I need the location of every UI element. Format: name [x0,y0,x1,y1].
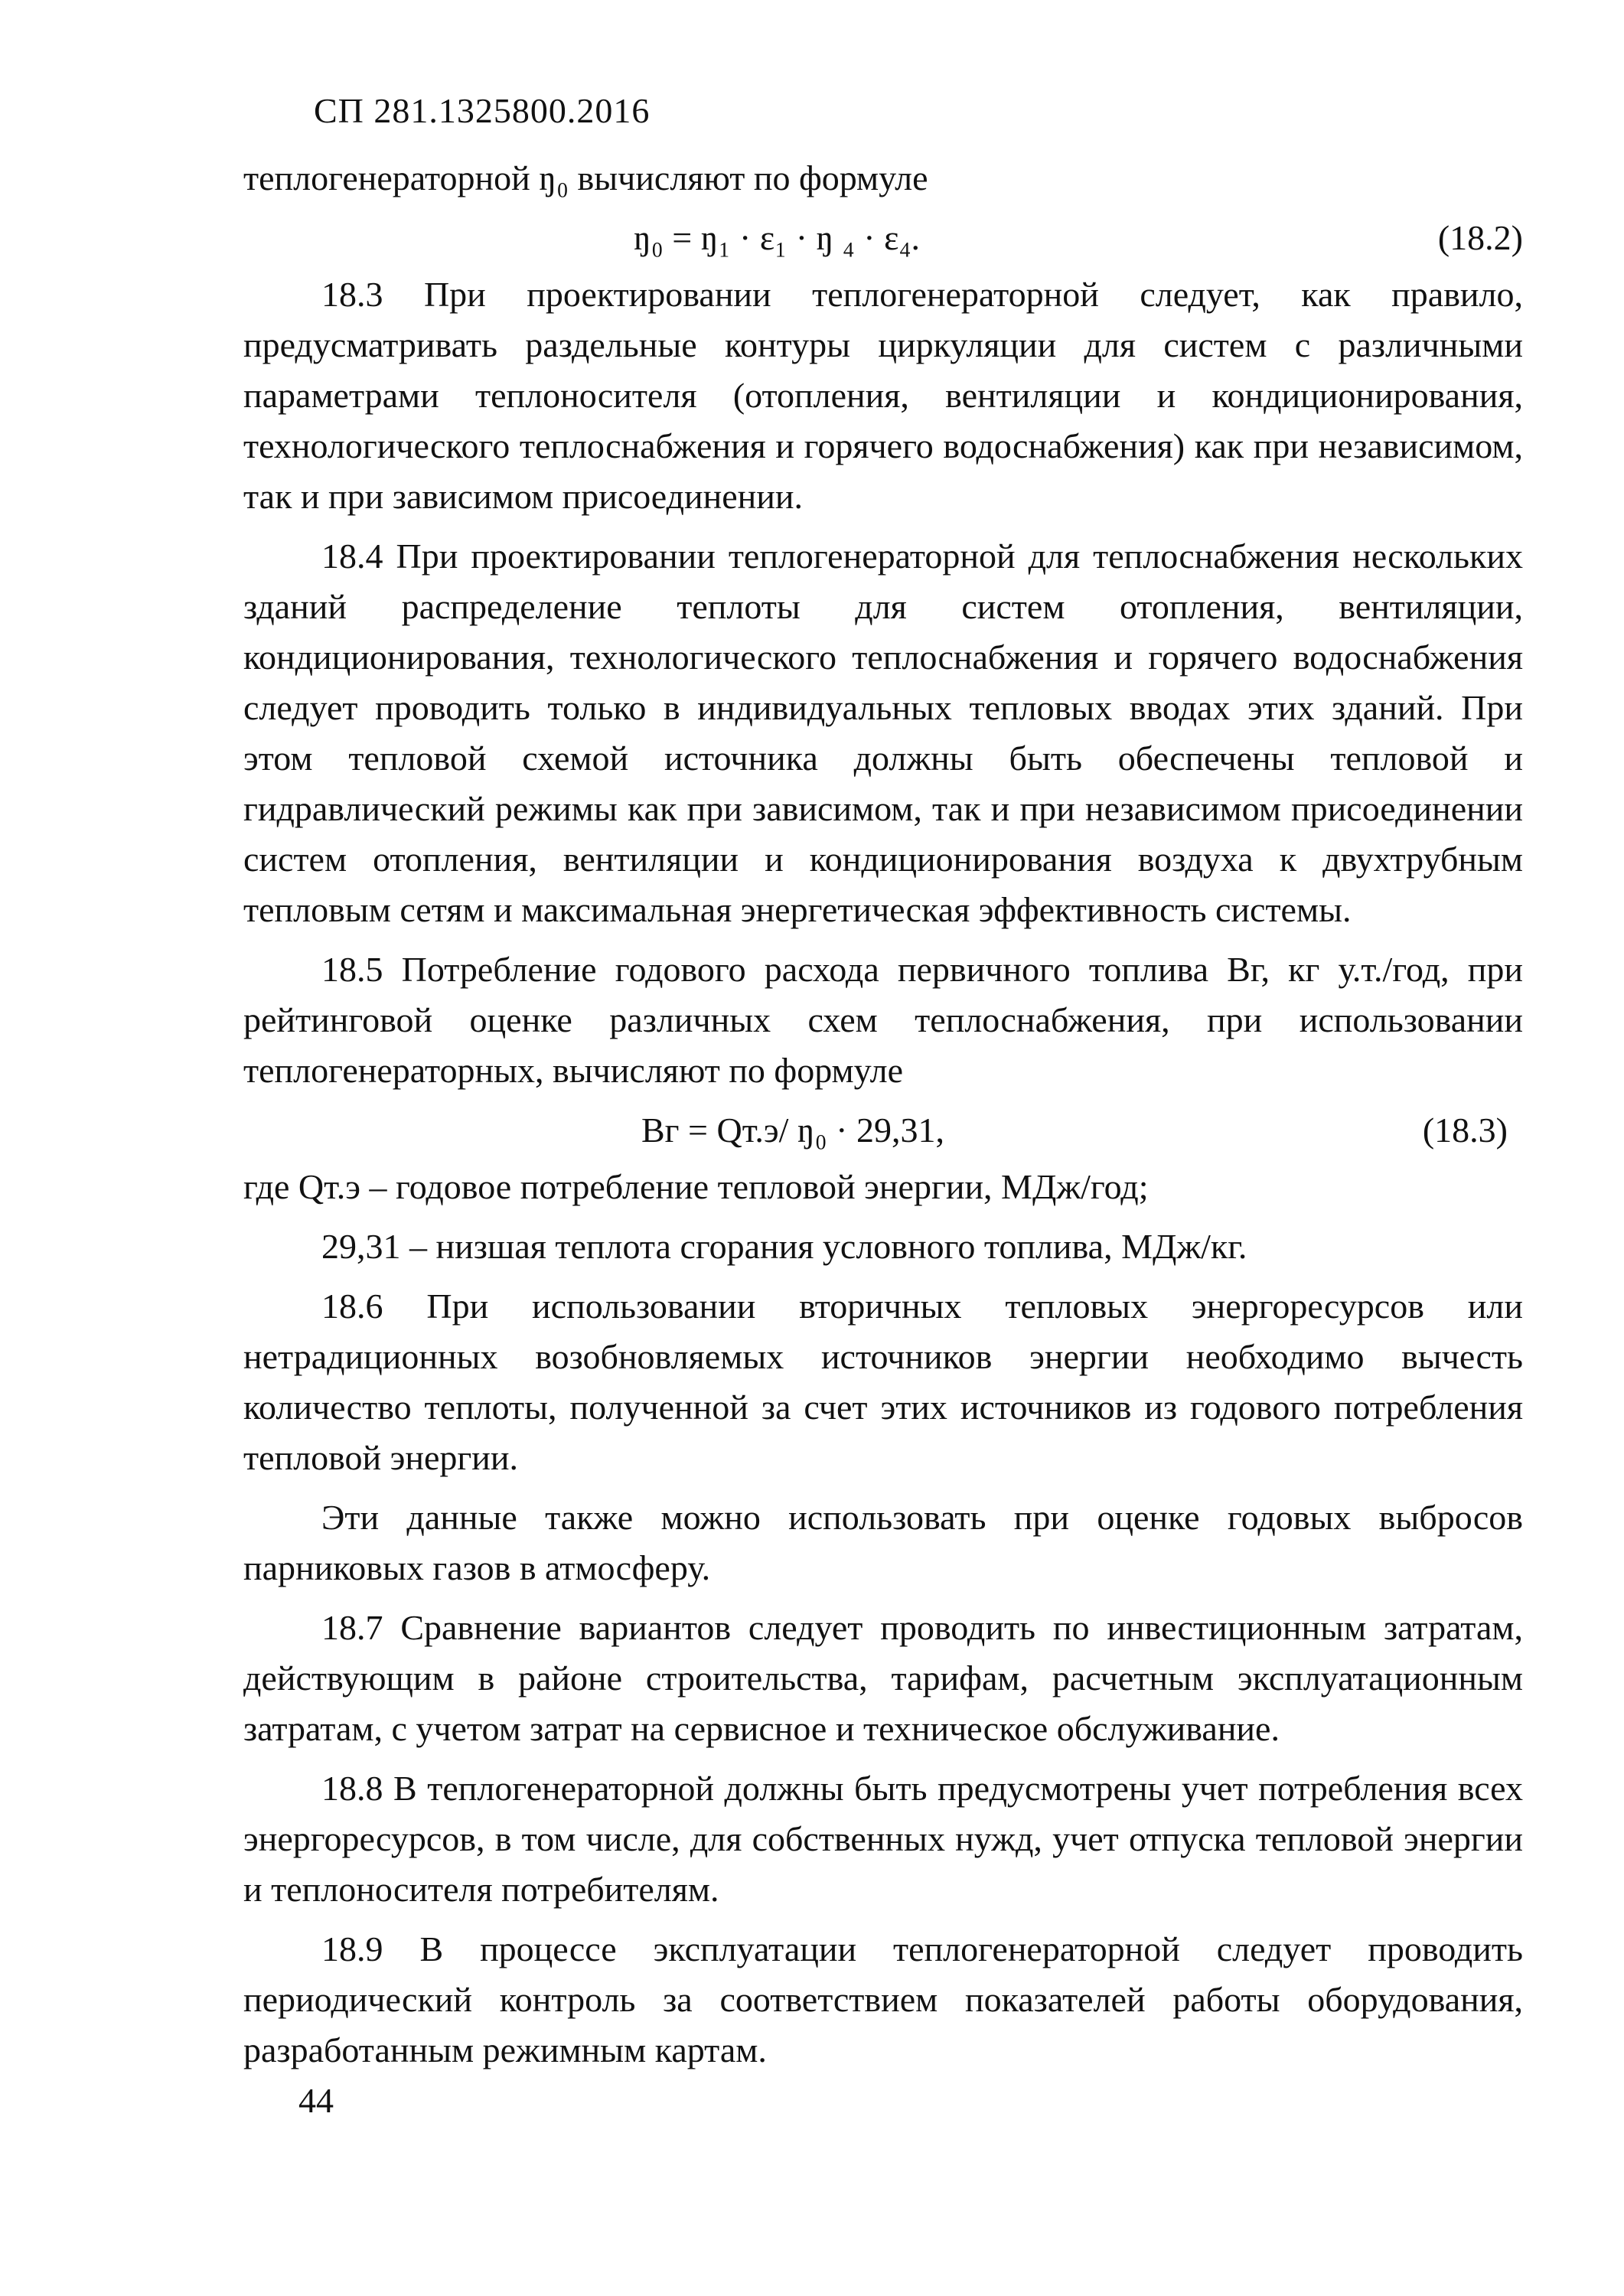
document-body [243,153,1523,2085]
formula-18-3 [243,1105,1523,1156]
paragraph-18-7: 18.7 Сравнение вариантов следует проводить по инвестиционным затратам, действующим в районе строительства, тарифам, расчетным эксплуатационным затратам, с учетом затрат на сервисное и техническое обслуживание. [243,1608,1523,1748]
paragraph-18-6: 18.6 При использовании вторичных тепловых энергоресурсов или нетрадиционных возобновляемых источников энергии необходимо вычесть количество теплоты, полученной за счет этих источников из годового потребления тепловой энергии. [243,1287,1523,1477]
document-code: СП 281.1325800.2016 [314,91,651,130]
formula-18-3-number: (18.3) [1422,1110,1508,1150]
definition-2931: 29,31 – низшая теплота сгорания условного топлива, МДж/кг. [321,1227,1247,1266]
paragraph-18-3: 18.3 При проектировании теплогенераторной следует, как правило, предусматривать раздельные контуры циркуляции для систем с различными параметрами теплоносителя (отопления, вентиляции и кондиционирования, технологического теплоснабжения и горячего водоснабжения) как при независимом, так и при зависимом присоединении. [243,275,1523,516]
paragraph-18-9: 18.9 В процессе эксплуатации теплогенераторной следует проводить периодический контроль за соответствием показателей работы оборудования, разработанным режимным картам. [243,1929,1523,2069]
paragraph-18-6-note: Эти данные также можно использовать при оценке годовых выбросов парниковых газов в атмосферу. [243,1498,1523,1587]
paragraph-intro: теплогенераторной ŋ₀ вычисляют по формуле [243,158,928,197]
formula-18-2-expression: ŋ₀ = ŋ₁ · ε₁ · ŋ ₄ · ε₄. [634,218,920,257]
paragraph-18-5: 18.5 Потребление годового расхода первичного топлива Bг, кг у.т./год, при рейтинговой оценке различных схем теплоснабжения, при использовании теплогенераторных, вычисляют по формуле [243,950,1523,1090]
paragraph-18-8: 18.8 В теплогенераторной должны быть предусмотрены учет потребления всех энергоресурсов, в том числе, для собственных нужд, учет отпуска тепловой энергии и теплоносителя потребителям. [243,1769,1523,1909]
page-number: 44 [298,2081,334,2120]
paragraph-18-4: 18.4 При проектировании теплогенераторной для теплоснабжения нескольких зданий распределение теплоты для систем отопления, вентиляции, кондиционирования, технологического теплоснабжения и горячего водоснабжения следует проводить только в индивидуальных тепловых вводах этих зданий. При этом тепловой схемой источника должны быть обеспечены тепловой и гидравлический режимы как при зависимом, так и при независимом присоединении систем отопления, вентиляции и кондиционирования воздуха к двухтрубным тепловым сетям и максимальная энергетическая эффективность системы. [243,536,1523,929]
definition-q-te: где Qт.э – годовое потребление тепловой энергии, МДж/год; [243,1167,1149,1206]
formula-18-3-expression: Bг = Qт.э/ ŋ₀ · 29,31, [641,1110,944,1150]
formula-18-2-number: (18.2) [1437,218,1523,257]
formula-18-2 [243,213,1523,263]
